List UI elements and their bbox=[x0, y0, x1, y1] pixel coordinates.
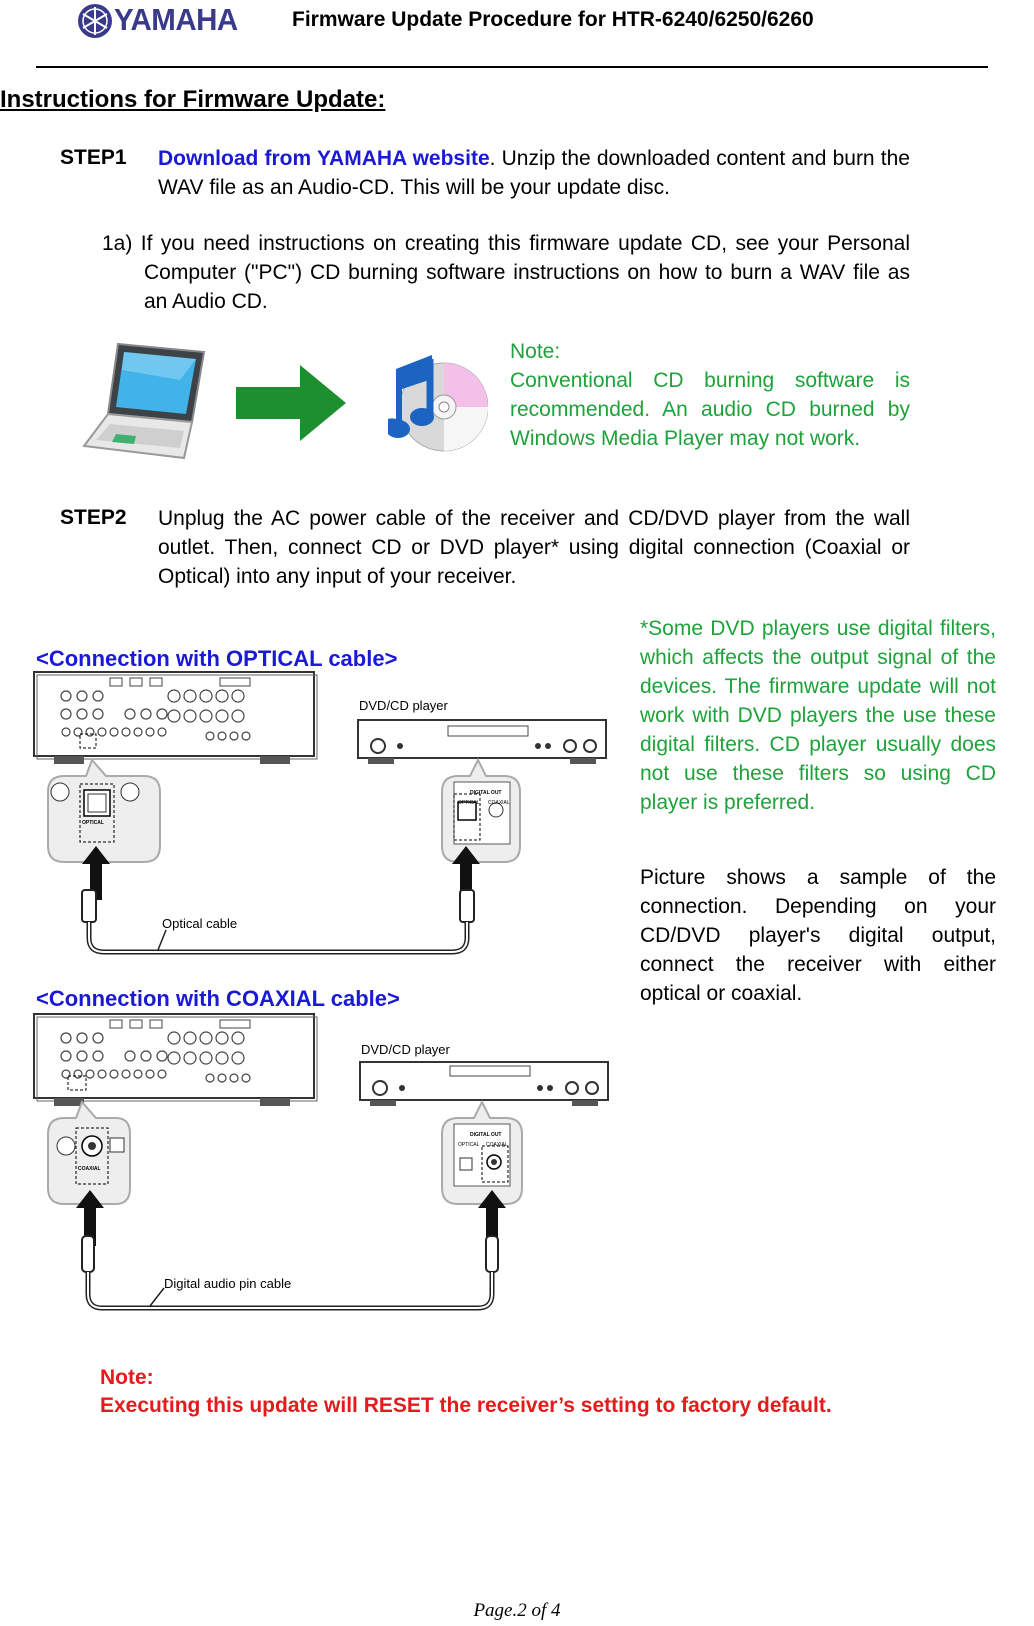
step1-text bbox=[158, 144, 910, 202]
burn-note-title: Note: bbox=[510, 340, 561, 363]
right-arrow-icon bbox=[236, 365, 348, 441]
yamaha-logo-emblem bbox=[76, 2, 114, 40]
optical-connection-heading: <Connection with OPTICAL cable> bbox=[36, 646, 398, 671]
optical-player-port-optical: OPTICAL bbox=[458, 800, 480, 806]
document-header-title: Firmware Update Procedure for HTR-6240/6250/6260 bbox=[292, 8, 814, 31]
laptop-icon bbox=[80, 340, 210, 465]
optical-cable-label: Optical cable bbox=[162, 916, 238, 931]
optical-player-port-coaxial: COAXIAL bbox=[488, 800, 510, 806]
step2-text: Unplug the AC power cable of the receiver and CD/DVD player from the wall outlet. Then, connect CD or DVD player* using digital connection (Coaxial or Optical) into any input of your receiver. bbox=[158, 507, 910, 588]
optical-player-label: DVD/CD player bbox=[359, 698, 448, 713]
connection-picture-note: Picture shows a sample of the connection. Depending on your CD/DVD player's digital output, connect the receiver with either optical or coaxial. bbox=[640, 866, 996, 1005]
header-divider bbox=[36, 66, 988, 68]
coaxial-connection-heading: <Connection with COAXIAL cable> bbox=[36, 986, 400, 1011]
optical-receiver-port-label: OPTICAL bbox=[82, 820, 104, 826]
coaxial-player-label: DVD/CD player bbox=[361, 1042, 450, 1057]
reset-note-title: Note: bbox=[100, 1366, 154, 1389]
reset-note-text: Executing this update will RESET the receiver’s setting to factory default. bbox=[100, 1394, 832, 1417]
coaxial-player-port-coaxial: COAXIAL bbox=[486, 1142, 508, 1148]
step2-label: STEP2 bbox=[60, 506, 127, 529]
optical-player-port-header: DIGITAL OUT bbox=[470, 790, 502, 796]
burn-note-text: Conventional CD burning software is recommended. An audio CD burned by Windows Media Player may not work. bbox=[510, 369, 910, 450]
optical-connection-diagram bbox=[30, 668, 610, 968]
coaxial-cable-label: Digital audio pin cable bbox=[164, 1276, 292, 1291]
yamaha-logo: YAMAHA bbox=[114, 2, 238, 37]
step1-body: . Unzip the downloaded content and burn the WAV file as an Audio-CD. This will be your update disc. bbox=[158, 147, 910, 199]
coaxial-player-port-optical: OPTICAL bbox=[458, 1142, 480, 1148]
coaxial-receiver-port-label: COAXIAL bbox=[78, 1166, 101, 1172]
coaxial-connection-diagram bbox=[30, 1010, 610, 1320]
step1-sub-1a: 1a) If you need instructions on creating this firmware update CD, see your Personal Computer ("PC") CD burning software instructions on how to burn a WAV file as an Audio CD. bbox=[102, 232, 910, 313]
page-number: Page.2 of 4 bbox=[473, 1600, 561, 1621]
download-link[interactable]: Download from YAMAHA website bbox=[158, 147, 490, 170]
audio-cd-icon bbox=[388, 345, 488, 457]
coaxial-player-port-header: DIGITAL OUT bbox=[470, 1132, 502, 1138]
step1-label: STEP1 bbox=[60, 146, 127, 169]
dvd-filter-note: *Some DVD players use digital filters, which affects the output signal of the devices. The firmware update will not work with DVD players the use these digital filters. CD player usually does not use these filters so using CD player is preferred. bbox=[640, 617, 996, 814]
section-title: Instructions for Firmware Update: bbox=[0, 86, 386, 113]
